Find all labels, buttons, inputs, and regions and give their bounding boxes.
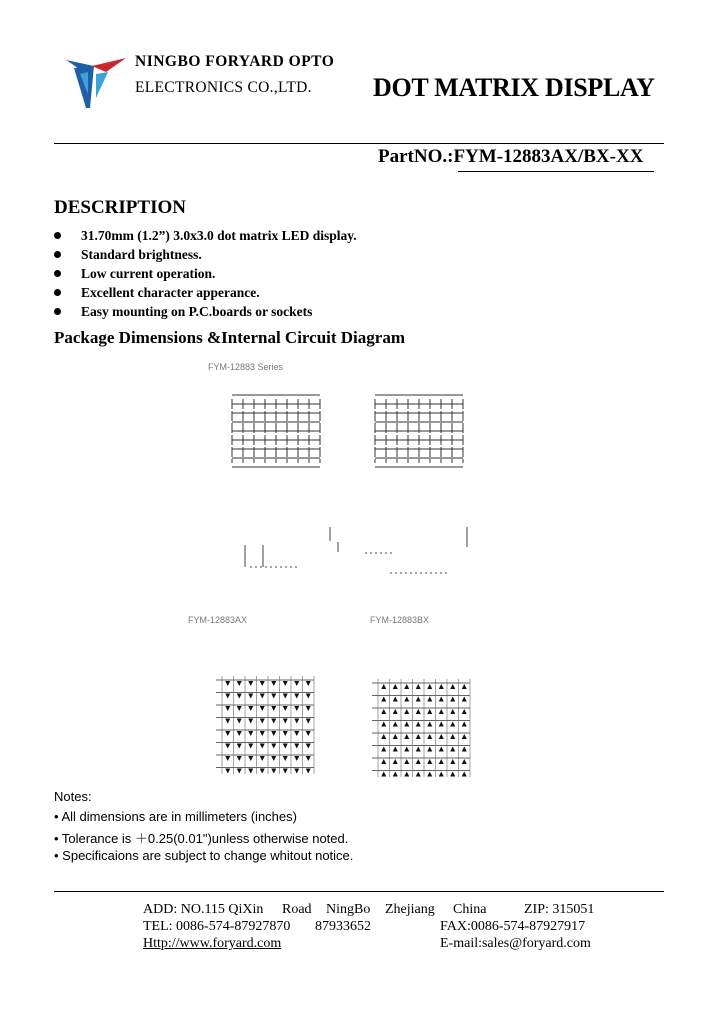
led-diode-icon xyxy=(283,769,288,774)
bullet-icon xyxy=(54,270,61,277)
led-diode-icon xyxy=(248,744,253,749)
led-diode-icon xyxy=(439,747,444,752)
description-heading: DESCRIPTION xyxy=(54,197,186,218)
part-number-label: PartNO.: xyxy=(378,146,454,167)
led-diode-icon xyxy=(306,681,311,686)
led-diode-icon xyxy=(237,681,242,686)
led-diode-icon xyxy=(225,744,230,749)
led-diode-icon xyxy=(237,756,242,761)
led-diode-icon xyxy=(294,731,299,736)
led-diode-icon xyxy=(416,734,421,739)
led-diode-icon xyxy=(248,769,253,774)
led-diode-icon xyxy=(260,731,265,736)
led-diode-icon xyxy=(283,694,288,699)
led-diode-icon xyxy=(404,759,409,764)
led-diode-icon xyxy=(450,684,455,689)
front-view-grid xyxy=(232,395,320,467)
led-diode-icon xyxy=(462,709,467,714)
footer-tel: TEL: 0086-574-87927870 xyxy=(143,919,291,934)
bullet-icon xyxy=(54,308,61,315)
company-name-line1: NINGBO FORYARD OPTO xyxy=(135,53,335,70)
led-diode-icon xyxy=(404,709,409,714)
led-diode-icon xyxy=(450,697,455,702)
footer-city: NingBo xyxy=(326,902,371,917)
led-diode-icon xyxy=(306,706,311,711)
led-diode-icon xyxy=(260,694,265,699)
led-diode-icon xyxy=(294,694,299,699)
notes-heading: Notes: xyxy=(54,789,92,804)
company-name-line2: ELECTRONICS CO.,LTD. xyxy=(135,79,312,96)
led-diode-icon xyxy=(248,706,253,711)
led-diode-icon xyxy=(450,759,455,764)
led-diode-icon xyxy=(271,731,276,736)
led-diode-icon xyxy=(283,706,288,711)
led-diode-icon xyxy=(283,731,288,736)
led-diode-icon xyxy=(439,734,444,739)
led-diode-icon xyxy=(237,744,242,749)
list-item: 31.70mm (1.2”) 3.0x3.0 dot matrix LED display. xyxy=(54,226,357,245)
led-diode-icon xyxy=(381,734,386,739)
led-diode-icon xyxy=(225,681,230,686)
led-diode-icon xyxy=(306,769,311,774)
list-item: Excellent character apperance. xyxy=(54,283,357,302)
led-diode-icon xyxy=(271,744,276,749)
led-diode-icon xyxy=(462,722,467,727)
led-diode-icon xyxy=(306,744,311,749)
led-diode-icon xyxy=(260,769,265,774)
led-diode-icon xyxy=(237,719,242,724)
note-item: • Tolerance is ＋0.25(0.01")unless otherwise noted. xyxy=(54,831,349,846)
footer-fax: FAX:0086-574-87927917 xyxy=(440,919,586,934)
package-drawing xyxy=(180,355,500,780)
led-diode-icon xyxy=(404,697,409,702)
led-diode-icon xyxy=(294,744,299,749)
led-diode-icon xyxy=(248,681,253,686)
feature-list xyxy=(54,226,357,321)
led-diode-icon xyxy=(225,756,230,761)
led-diode-icon xyxy=(248,731,253,736)
led-diode-icon xyxy=(427,722,432,727)
footer-road: Road xyxy=(282,902,312,917)
led-diode-icon xyxy=(439,772,444,777)
led-diode-icon xyxy=(260,681,265,686)
led-diode-icon xyxy=(427,759,432,764)
list-item: Standard brightness. xyxy=(54,245,357,264)
led-diode-icon xyxy=(294,719,299,724)
led-diode-icon xyxy=(416,697,421,702)
led-diode-icon xyxy=(439,684,444,689)
led-diode-icon xyxy=(294,681,299,686)
led-diode-icon xyxy=(260,706,265,711)
led-diode-icon xyxy=(294,706,299,711)
led-diode-icon xyxy=(248,694,253,699)
led-diode-icon xyxy=(404,734,409,739)
led-diode-icon xyxy=(260,719,265,724)
circuit-diagram-bx xyxy=(372,679,470,777)
led-diode-icon xyxy=(439,722,444,727)
footer-tel-2: 87933652 xyxy=(315,919,371,934)
led-diode-icon xyxy=(271,756,276,761)
led-diode-icon xyxy=(381,684,386,689)
led-diode-icon xyxy=(462,759,467,764)
led-diode-icon xyxy=(271,694,276,699)
led-diode-icon xyxy=(381,747,386,752)
led-diode-icon xyxy=(283,756,288,761)
led-diode-icon xyxy=(416,684,421,689)
led-diode-icon xyxy=(271,719,276,724)
led-diode-icon xyxy=(381,759,386,764)
circuit-diagram-ax xyxy=(216,676,314,774)
led-diode-icon xyxy=(462,747,467,752)
led-diode-icon xyxy=(381,772,386,777)
led-diode-icon xyxy=(393,747,398,752)
led-diode-icon xyxy=(450,772,455,777)
led-diode-icon xyxy=(450,734,455,739)
list-item: Low current operation. xyxy=(54,264,357,283)
led-diode-icon xyxy=(393,697,398,702)
led-diode-icon xyxy=(393,759,398,764)
footer-country: China xyxy=(453,902,487,917)
led-diode-icon xyxy=(294,756,299,761)
led-diode-icon xyxy=(393,722,398,727)
led-diode-icon xyxy=(404,684,409,689)
side-view xyxy=(245,527,467,573)
label-ax: FYM-12883AX xyxy=(188,615,248,625)
document-title: DOT MATRIX DISPLAY xyxy=(373,73,655,102)
led-diode-icon xyxy=(450,709,455,714)
led-diode-icon xyxy=(260,756,265,761)
led-diode-icon xyxy=(427,697,432,702)
led-diode-icon xyxy=(248,756,253,761)
footer-zip: ZIP: 315051 xyxy=(524,902,595,917)
led-diode-icon xyxy=(439,697,444,702)
led-diode-icon xyxy=(306,731,311,736)
led-diode-icon xyxy=(271,681,276,686)
led-diode-icon xyxy=(439,709,444,714)
led-diode-icon xyxy=(427,772,432,777)
led-diode-icon xyxy=(393,734,398,739)
led-diode-icon xyxy=(283,681,288,686)
led-diode-icon xyxy=(393,772,398,777)
part-number-value: FYM-12883AX/BX-XX xyxy=(453,146,644,167)
led-diode-icon xyxy=(225,694,230,699)
led-diode-icon xyxy=(225,769,230,774)
led-diode-icon xyxy=(404,722,409,727)
company-logo-icon xyxy=(66,58,128,112)
led-diode-icon xyxy=(404,747,409,752)
led-diode-icon xyxy=(381,697,386,702)
led-diode-icon xyxy=(450,747,455,752)
led-diode-icon xyxy=(393,709,398,714)
led-diode-icon xyxy=(416,747,421,752)
led-diode-icon xyxy=(225,706,230,711)
bullet-icon xyxy=(54,232,61,239)
footer-email: E-mail:sales@foryard.com xyxy=(440,936,591,951)
part-number-underline xyxy=(458,171,654,172)
led-diode-icon xyxy=(381,709,386,714)
led-diode-icon xyxy=(416,722,421,727)
led-diode-icon xyxy=(381,722,386,727)
led-diode-icon xyxy=(450,722,455,727)
led-diode-icon xyxy=(237,694,242,699)
led-diode-icon xyxy=(427,684,432,689)
led-diode-icon xyxy=(416,709,421,714)
led-diode-icon xyxy=(427,709,432,714)
led-diode-icon xyxy=(393,684,398,689)
notes xyxy=(54,789,353,867)
led-diode-icon xyxy=(294,769,299,774)
footer-province: Zhejiang xyxy=(385,902,435,917)
package-heading: Package Dimensions &Internal Circuit Diagram xyxy=(54,328,405,347)
led-diode-icon xyxy=(260,744,265,749)
led-diode-icon xyxy=(306,694,311,699)
led-diode-icon xyxy=(237,731,242,736)
led-diode-icon xyxy=(306,719,311,724)
led-diode-icon xyxy=(462,772,467,777)
website-link[interactable]: Http://www.foryard.com xyxy=(143,936,282,951)
bullet-icon xyxy=(54,251,61,258)
led-diode-icon xyxy=(427,734,432,739)
note-item: • Specificaions are subject to change whitout notice. xyxy=(54,847,354,863)
led-diode-icon xyxy=(439,759,444,764)
led-diode-icon xyxy=(271,769,276,774)
led-diode-icon xyxy=(416,772,421,777)
led-diode-icon xyxy=(462,734,467,739)
footer-address: ADD: NO.115 QiXin xyxy=(143,902,264,917)
led-diode-icon xyxy=(248,719,253,724)
led-diode-icon xyxy=(416,759,421,764)
led-diode-icon xyxy=(225,719,230,724)
rear-view-grid xyxy=(375,395,463,467)
led-diode-icon xyxy=(462,684,467,689)
led-diode-icon xyxy=(283,744,288,749)
led-diode-icon xyxy=(283,719,288,724)
led-diode-icon xyxy=(271,706,276,711)
list-item: Easy mounting on P.C.boards or sockets xyxy=(54,302,357,321)
led-diode-icon xyxy=(237,706,242,711)
led-diode-icon xyxy=(427,747,432,752)
part-number xyxy=(378,146,643,168)
led-diode-icon xyxy=(462,697,467,702)
note-item: • All dimensions are in millimeters (inches) xyxy=(54,808,297,824)
led-diode-icon xyxy=(306,756,311,761)
series-label: FYM-12883 Series xyxy=(208,362,284,372)
header-divider xyxy=(54,143,664,144)
footer-divider xyxy=(54,891,664,892)
led-diode-icon xyxy=(404,772,409,777)
label-bx: FYM-12883BX xyxy=(370,615,430,625)
bullet-icon xyxy=(54,289,61,296)
led-diode-icon xyxy=(237,769,242,774)
led-diode-icon xyxy=(225,731,230,736)
